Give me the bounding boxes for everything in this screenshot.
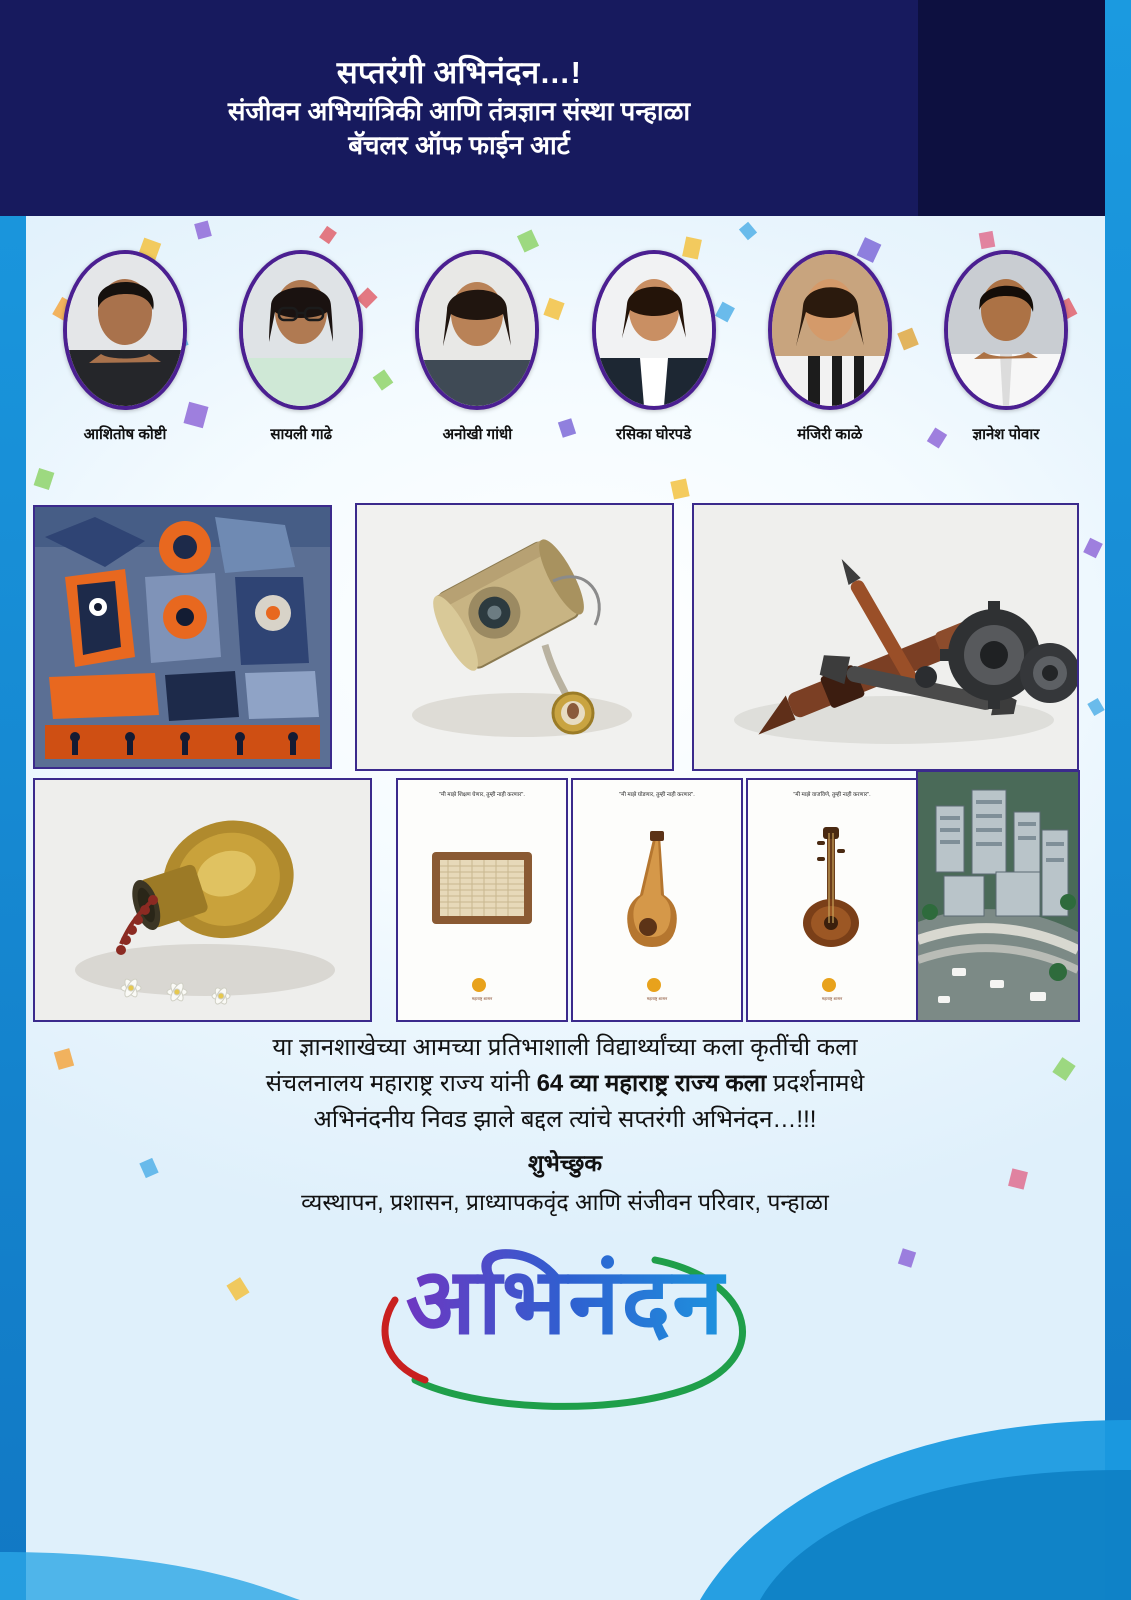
poster-caption: "मी माझे वाजविणे, तुम्ही नाही करणार". — [793, 792, 871, 798]
closing-line-3: अभिनंदनीय निवड झाले बद्दल त्यांचे सप्तरंगी अभिनंदन…!!! — [313, 1106, 817, 1133]
portrait-icon — [419, 254, 535, 406]
abhinandan-logo-text: अभिनंदन — [0, 1235, 1131, 1360]
poster-emblem-label: महाराष्ट्र शासन — [821, 996, 843, 1001]
government-emblem-icon — [647, 978, 661, 992]
government-emblem-icon — [822, 978, 836, 992]
student-name: आशितोष कोष्टी — [83, 426, 167, 443]
tanpura-icon — [602, 829, 712, 949]
closing-line-2 — [60, 1066, 1070, 1102]
portrait-icon — [772, 254, 888, 406]
avatar — [239, 250, 363, 410]
closing-text-block — [60, 1030, 1070, 1219]
artwork-image — [357, 505, 672, 769]
poster-caption: "मी माझे घोडणार, तुम्ही नाही करणार". — [619, 792, 695, 798]
student-name: मंजिरी काळे — [797, 426, 863, 443]
student-card — [579, 250, 729, 444]
students-row — [26, 250, 1105, 490]
wisher-from: व्यस्थापन, प्रशासन, प्राध्यापकवृंद आणि संजीवन परिवार, पन्हाळा — [301, 1188, 829, 1215]
portrait-icon — [243, 254, 359, 406]
government-emblem-icon — [472, 978, 486, 992]
closing-line-2-pre: संचलनालय महाराष्ट्र राज्य यांनी — [265, 1070, 537, 1097]
artwork-poster-charpai — [396, 778, 568, 1022]
header-title-line3: बॅचलर ऑफ फाईन आर्ट — [348, 129, 570, 160]
poster-emblem-label: महाराष्ट्र शासन — [471, 996, 493, 1001]
student-name: ज्ञानेश पोवार — [972, 426, 1040, 443]
header-dark-panel — [918, 0, 1105, 216]
avatar — [592, 250, 716, 410]
sitar-icon — [777, 827, 887, 951]
student-name: सायली गाढे — [270, 426, 333, 443]
artwork-abstract-tribal-painting — [33, 505, 332, 769]
artwork-tools-gears-pen — [692, 503, 1079, 771]
exhibition-name: 64 व्या महाराष्ट्र राज्य कला — [536, 1070, 767, 1097]
avatar — [944, 250, 1068, 410]
wisher-label: शुभेच्छुक — [527, 1150, 603, 1176]
artwork-image — [918, 772, 1078, 1020]
closing-line-1: या ज्ञानशाखेच्या आमच्या प्रतिभाशाली विद्यार्थ्यांच्या कला कृतींची कला — [272, 1034, 858, 1061]
artwork-poster-sitar — [746, 778, 918, 1022]
header-title-line2: संजीवन अभियांत्रिकी आणि तंत्रज्ञान संस्था पन्हाळा — [227, 96, 691, 127]
closing-line-2-post: प्रदर्शनामधे — [766, 1070, 865, 1097]
avatar — [63, 250, 187, 410]
poster-caption: "मी माझे शिक्षण घेणार, तुम्ही नाही करणार". — [439, 792, 525, 798]
student-card — [931, 250, 1081, 444]
poster-emblem-label: महाराष्ट्र शासन — [646, 996, 668, 1001]
portrait-icon — [67, 254, 183, 406]
student-name: अनोखी गांधी — [442, 426, 513, 443]
student-name: रसिका घोरपडे — [615, 426, 692, 443]
artwork-image — [35, 507, 330, 767]
avatar — [768, 250, 892, 410]
avatar — [415, 250, 539, 410]
student-card — [402, 250, 552, 444]
artwork-image — [694, 505, 1077, 769]
artwork-still-life-bucket-locket — [355, 503, 674, 771]
artwork-image — [35, 780, 370, 1020]
portrait-icon — [596, 254, 712, 406]
header-title-line1: सप्तरंगी अभिनंदन…! — [336, 55, 582, 91]
artwork-brass-pot-beads — [33, 778, 372, 1022]
student-card — [50, 250, 200, 444]
header-band — [0, 0, 918, 216]
student-card — [226, 250, 376, 444]
charpai-icon — [422, 834, 542, 944]
artwork-poster-tanpura — [571, 778, 743, 1022]
artwork-aerial-city-illustration — [916, 770, 1080, 1022]
student-card — [755, 250, 905, 444]
portrait-icon — [948, 254, 1064, 406]
